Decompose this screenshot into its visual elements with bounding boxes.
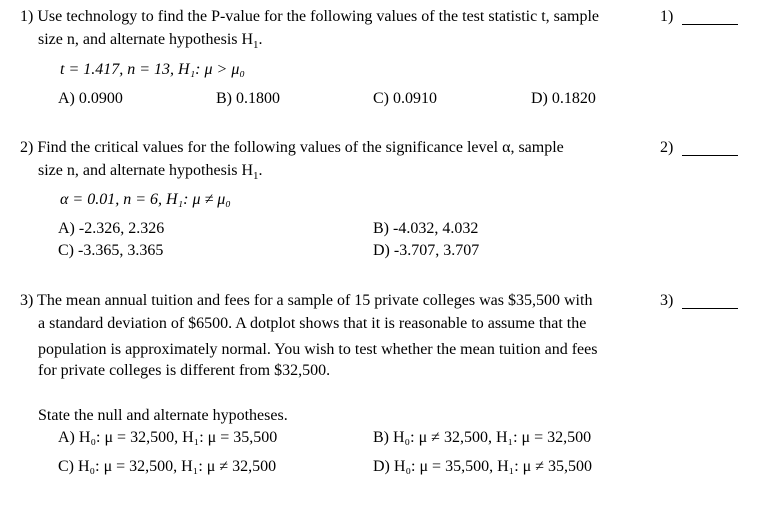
q1-text-line1: Use technology to find the P-value for the following values of the test statistic t, sample	[37, 8, 599, 25]
q1-text-line2: size n, and alternate hypothesis H	[38, 31, 254, 48]
q2-answer-label: 2)	[660, 139, 674, 156]
q3-choice-a[interactable]: A) H₀: μ = 32,500, H₁: μ = 35,500	[58, 429, 278, 446]
q3-text-line3: population is approximately normal. You wish to test whether the mean tuition and fees	[38, 341, 598, 358]
q2-answer-blank[interactable]	[682, 155, 738, 156]
q1-choice-b[interactable]: B) 0.1800	[216, 90, 280, 107]
q1-h-subscript: 1	[253, 39, 259, 52]
q2-text-line2-end: .	[258, 162, 263, 179]
q3-number: 3)	[20, 292, 34, 309]
q2-line1	[20, 138, 564, 158]
q2-given: α = 0.01, n = 6, H₁: μ ≠ μ₀	[60, 191, 231, 208]
q2-text-line1: Find the critical values for the following values of the significance level α, sample	[37, 139, 564, 156]
q2-line2	[38, 161, 263, 186]
q2-choice-b[interactable]: B) -4.032, 4.032	[373, 220, 479, 237]
q1-choice-a[interactable]: A) 0.0900	[58, 90, 123, 107]
q3-answer-label: 3)	[660, 292, 674, 309]
q1-given: t = 1.417, n = 13, H₁: μ > μ₀	[60, 61, 245, 78]
q3-choice-b[interactable]: B) H₀: μ ≠ 32,500, H₁: μ = 32,500	[373, 429, 592, 446]
q2-h-subscript: 1	[253, 170, 259, 183]
q3-prompt: State the null and alternate hypotheses.	[38, 407, 288, 424]
q2-choice-a[interactable]: A) -2.326, 2.326	[58, 220, 165, 237]
q1-number: 1)	[20, 8, 34, 25]
q3-text-line2: a standard deviation of $6500. A dotplot shows that it is reasonable to assume that the	[38, 315, 587, 332]
q1-text-line2-end: .	[258, 31, 263, 48]
q3-choice-d[interactable]: D) H₀: μ = 35,500, H₁: μ ≠ 35,500	[373, 458, 592, 475]
q1-line1	[20, 7, 599, 27]
q1-line2	[38, 30, 263, 55]
q1-choice-d[interactable]: D) 0.1820	[531, 90, 596, 107]
q3-text-line4: for private colleges is different from $32,500.	[38, 362, 331, 379]
q3-line1	[20, 291, 592, 311]
q2-choice-c[interactable]: C) -3.365, 3.365	[58, 242, 164, 259]
q1-answer-blank[interactable]	[682, 24, 738, 25]
q3-choice-c[interactable]: C) H₀: μ = 32,500, H₁: μ ≠ 32,500	[58, 458, 277, 475]
q2-text-line2: size n, and alternate hypothesis H	[38, 162, 254, 179]
q3-text-line1: The mean annual tuition and fees for a sample of 15 private colleges was $35,500 with	[37, 292, 593, 309]
q1-answer-label: 1)	[660, 8, 674, 25]
q3-answer-blank[interactable]	[682, 308, 738, 309]
q1-choice-c[interactable]: C) 0.0910	[373, 90, 437, 107]
q2-number: 2)	[20, 139, 34, 156]
q2-choice-d[interactable]: D) -3.707, 3.707	[373, 242, 480, 259]
